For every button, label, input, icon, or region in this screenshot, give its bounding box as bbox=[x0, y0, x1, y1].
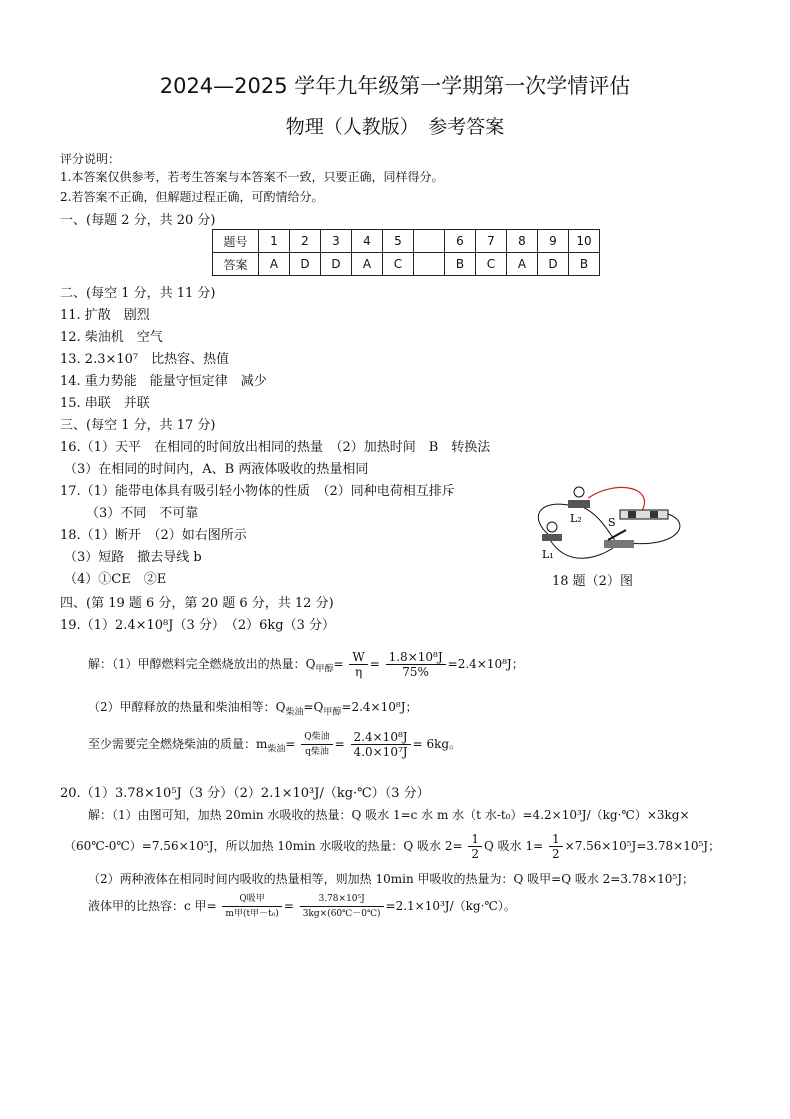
answer-q20: 20.（1）3.78×10⁵J（3 分）（2）2.1×10³J/（kg·℃）（3 分） bbox=[60, 786, 430, 801]
section-1-heading: 一、(每题 2 分，共 20 分) bbox=[60, 213, 216, 228]
table-cell: C bbox=[383, 253, 414, 276]
table-cell: 答案 bbox=[213, 253, 259, 276]
answer-q15: 15. 串联 并联 bbox=[60, 396, 150, 411]
table-cell: 1 bbox=[259, 230, 290, 253]
fraction: $\frac{\text{2.4×10⁸J}}{\text{4.0×10⁷J}}$ bbox=[351, 730, 411, 759]
scoring-rule-1: 1.本答案仅供参考，若考生答案与本答案不一致，只要正确，同样得分。 bbox=[60, 170, 444, 184]
table-cell: A bbox=[352, 253, 383, 276]
table-cell: 题号 bbox=[213, 230, 259, 253]
table-cell: B bbox=[569, 253, 600, 276]
label-l1: L₁ bbox=[542, 548, 554, 561]
answer-q17-line2: （3）不同 不可靠 bbox=[86, 506, 199, 521]
table-cell-blank bbox=[414, 230, 445, 253]
bulb-l2-icon bbox=[574, 487, 584, 497]
q19-solution-3: 至少需要完全燃烧柴油的质量：$m_{柴油}=$ $\frac{\text{Q柴油}}{\text{q柴油}}$ = $\frac{\text{2.4×10⁸J}}{\text{4.0×10⁷J}}$ = 6kg。 bbox=[88, 730, 462, 759]
table-cell: A bbox=[507, 253, 538, 276]
table-cell: A bbox=[259, 253, 290, 276]
label-s: S bbox=[608, 516, 616, 529]
table-cell: B bbox=[445, 253, 476, 276]
q20-solution-1: 解：（1）由图可知，加热 20min 水吸收的热量：Q 吸水 1=c 水 m 水（t 水-t₀）=4.2×10³J/（kg·℃）×3kg× bbox=[88, 808, 690, 822]
table-cell: D bbox=[321, 253, 352, 276]
q19-solution-2: （2）甲醇释放的热量和柴油相等：$Q_{柴油}=Q_{甲醇}=2.4\times 10^8J$； bbox=[88, 700, 418, 718]
table-cell: 3 bbox=[321, 230, 352, 253]
bulb-l1-icon bbox=[547, 522, 557, 532]
answer-q16-line1: 16.（1）天平 在相同的时间放出相同的热量 （2）加热时间 B 转换法 bbox=[60, 440, 491, 455]
answer-q18-line2: （3）短路 撤去导线 b bbox=[64, 550, 202, 565]
fraction: $\frac{W}{\eta}$ bbox=[349, 650, 367, 679]
scoring-rule-2: 2.若答案不正确，但解题过程正确，可酌情给分。 bbox=[60, 190, 324, 204]
q20-solution-4: 液体甲的比热容：c 甲= $\frac{\text{Q吸甲}}{\text{m甲(t甲－t₀)}}$ = $\frac{\text{3.78×10⁵J}}{3kg\times(60℃-0℃)}$ =2.1×10³J/（kg·℃）。 bbox=[88, 894, 516, 919]
table-cell: 8 bbox=[507, 230, 538, 253]
section-4-heading: 四、(第 19 题 6 分，第 20 题 6 分，共 12 分) bbox=[60, 596, 334, 611]
section-2-heading: 二、(每空 1 分，共 11 分) bbox=[60, 286, 216, 301]
page-subtitle: 物理（人教版） 参考答案 bbox=[285, 116, 505, 138]
table-cell: 7 bbox=[476, 230, 507, 253]
fraction: $\frac{\text{1.8×10⁸J}}{75\%}$ bbox=[386, 650, 446, 679]
fraction: $\frac{1}{2}$ bbox=[468, 832, 482, 861]
label-l2: L₂ bbox=[570, 512, 582, 525]
table-cell: D bbox=[538, 253, 569, 276]
answer-q19: 19.（1）2.4×10⁸J（3 分） （2）6kg（3 分） bbox=[60, 618, 336, 633]
table-row bbox=[213, 230, 600, 253]
bulb-l2-base bbox=[568, 500, 590, 508]
fraction: $\frac{\text{Q柴油}}{\text{q柴油}}$ bbox=[301, 730, 332, 759]
answer-q18-line1: 18.（1）断开 （2）如右图所示 bbox=[60, 528, 247, 543]
answer-q18-line3: （4）①CE ②E bbox=[64, 572, 167, 587]
answer-q17-line1: 17.（1）能带电体具有吸引轻小物体的性质 （2）同种电荷相互排斥 bbox=[60, 484, 455, 499]
table-cell: D bbox=[290, 253, 321, 276]
fraction: $\frac{\text{3.78×10⁵J}}{3kg\times(60℃-0℃)}$ bbox=[300, 892, 384, 921]
answer-table bbox=[212, 229, 600, 276]
bulb-l1-base bbox=[542, 534, 562, 541]
table-cell-blank bbox=[414, 253, 445, 276]
circuit-diagram bbox=[528, 478, 688, 578]
table-cell: 2 bbox=[290, 230, 321, 253]
wire bbox=[550, 540, 613, 558]
q20-solution-3: （2）两种液体在相同时间内吸收的热量相等，则加热 10min 甲吸收的热量为：Q 吸甲=Q 吸水 2=3.78×10⁵J； bbox=[88, 872, 695, 886]
answer-q16-line2: （3）在相同的时间内，A、B 两液体吸收的热量相同 bbox=[64, 462, 369, 477]
battery-icon bbox=[620, 510, 668, 519]
table-cell: C bbox=[476, 253, 507, 276]
fraction: $\frac{\text{Q吸甲}}{\text{m甲(t甲－t₀)}}$ bbox=[222, 892, 281, 921]
scoring-heading: 评分说明： bbox=[60, 152, 121, 166]
table-cell: 9 bbox=[538, 230, 569, 253]
table-cell: 10 bbox=[569, 230, 600, 253]
table-cell: 4 bbox=[352, 230, 383, 253]
q20-solution-2: （60℃-0℃）=7.56×10⁵J，所以加热 10min 水吸收的热量：Q 吸水 2= $\frac{1}{2}$ Q 吸水 1= $\frac{1}{2}$ ×7.56×10⁵J=3.78×10⁵J； bbox=[64, 832, 721, 861]
table-cell: 5 bbox=[383, 230, 414, 253]
answer-q13: 13. 2.3×10⁷ 比热容、热值 bbox=[60, 352, 230, 367]
answer-q12: 12. 柴油机 空气 bbox=[60, 330, 163, 345]
q19-solution-1: 解：（1）甲醇燃料完全燃烧放出的热量：$Q_{甲醇}=$ $\frac{W}{\eta}$ = $\frac{\text{1.8×10⁸J}}{75\%}$ =2.4×10⁸J； bbox=[88, 650, 524, 679]
section-3-heading: 三、(每空 1 分，共 17 分) bbox=[60, 418, 216, 433]
fraction: $\frac{1}{2}$ bbox=[549, 832, 563, 861]
page-title: 2024—2025 学年九年级第一学期第一次学情评估 bbox=[159, 74, 631, 98]
table-row bbox=[213, 253, 600, 276]
answer-q14: 14. 重力势能 能量守恒定律 减少 bbox=[60, 374, 267, 389]
answer-q11: 11. 扩散 剧烈 bbox=[60, 308, 150, 323]
table-cell: 6 bbox=[445, 230, 476, 253]
wire bbox=[538, 504, 573, 536]
figure-caption: 18 题（2）图 bbox=[552, 574, 633, 589]
switch-base bbox=[604, 540, 634, 548]
